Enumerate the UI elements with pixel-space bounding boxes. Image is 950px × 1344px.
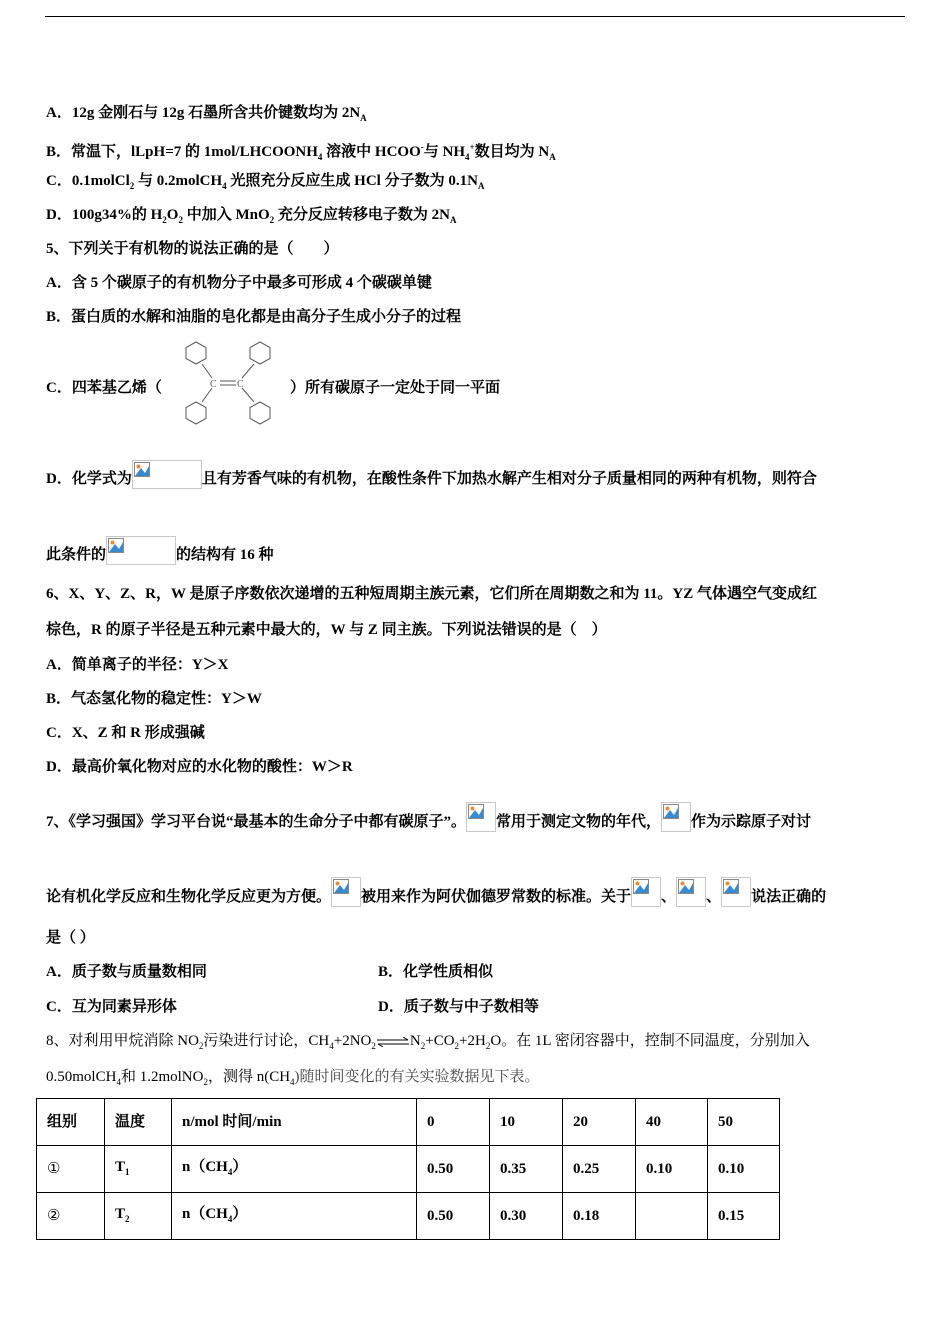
image-icon	[723, 879, 739, 894]
table-cell-value: 0.30	[490, 1193, 563, 1240]
table-cell-value: 0.10	[636, 1146, 708, 1193]
q5-option-d-line1: D．化学式为 且有芳香气味的有机物，在酸性条件下加热水解产生相对分子质量相同的两种有机物，则符合	[46, 460, 817, 489]
svg-text:C: C	[210, 379, 217, 390]
table-cell-value: 0.35	[490, 1146, 563, 1193]
image-icon	[468, 804, 484, 819]
q7-option-b: B．化学性质相似	[378, 964, 494, 980]
q5-option-a: A．含 5 个碳原子的有机物分子中最多可形成 4 个碳碳单键	[46, 275, 432, 291]
image-icon	[108, 538, 124, 553]
q6-option-a: A．简单离子的半径：Y＞X	[46, 657, 229, 673]
table-cell-value: 0.50	[417, 1193, 490, 1240]
isotope-image-placeholder	[331, 877, 361, 907]
q6-option-c: C．X、Z 和 R 形成强碱	[46, 725, 205, 741]
table-cell-value: 0.10	[708, 1146, 780, 1193]
isotope-image-placeholder	[676, 877, 706, 907]
image-icon	[678, 879, 694, 894]
experiment-data-table	[36, 1098, 780, 1240]
isotope-image-placeholder	[631, 877, 661, 907]
tetraphenylethylene-structure	[174, 338, 286, 428]
q5-option-c-before: C．四苯基乙烯（	[46, 380, 162, 396]
table-cell-quantity: $n(CH_4)$	[172, 1193, 417, 1240]
table-cell-temperature: $T_2$	[105, 1193, 172, 1240]
table-cell-group: ①	[37, 1146, 105, 1193]
q8-line2: 0.50molCH$_4$和 1.2molNO$_2$，测得 $n(CH_4)$随时间变化的有关实验数据见下表。	[46, 1069, 540, 1087]
table-cell-group: ②	[37, 1193, 105, 1240]
q7-line3: 是（ ）	[46, 930, 95, 946]
q7-line2: 论有机化学反应和生物化学反应更为方便。 被用来作为阿伏伽德罗常数的标准。关于 、 、 说法正确的	[46, 877, 826, 907]
isotope-image-placeholder	[721, 877, 751, 907]
table-header-cell: 40	[636, 1099, 708, 1146]
q6-option-d: D．最高价氧化物对应的水化物的酸性：W＞R	[46, 759, 353, 775]
table-header-cell: 组别	[37, 1099, 105, 1146]
table-cell-value	[636, 1193, 708, 1240]
table-row	[37, 1146, 780, 1193]
q5-option-c-after: ）所有碳原子一定处于同一平面	[290, 380, 501, 396]
table-cell-temperature: $T_1$	[105, 1146, 172, 1193]
q7-line1: 7、《学习强国》学习平台说“最基本的生命分子中都有碳原子”。 常用于测定文物的年代， 作为示踪原子对讨	[46, 802, 811, 832]
table-header-cell: n/mol 时间/min	[172, 1099, 417, 1146]
isotope-image-placeholder	[661, 802, 691, 832]
table-row	[37, 1193, 780, 1240]
table-cell-quantity: $n(CH_4)$	[172, 1146, 417, 1193]
q7-option-d: D．质子数与中子数相等	[378, 999, 539, 1015]
isotope-image-placeholder	[466, 802, 496, 832]
image-icon	[663, 804, 679, 819]
top-rule	[45, 16, 905, 17]
table-cell-value: 0.18	[563, 1193, 636, 1240]
q6-option-b: B．气态氢化物的稳定性：Y＞W	[46, 691, 262, 707]
q8-line1: 8、对利用甲烷消除 $NO_2$污染进行讨论，$CH_4+2NO_2$ $N_2+CO_2+2H_2O$。在 1L 密闭容器中，控制不同温度，分别加入	[46, 1033, 810, 1051]
q7-option-c: C．互为同素异形体	[46, 999, 177, 1015]
table-header-cell: 20	[563, 1099, 636, 1146]
table-cell-value: 0.25	[563, 1146, 636, 1193]
q6-stem-line2: 棕色，R 的原子半径是五种元素中最大的，W 与 Z 同主族。下列说法错误的是（ ）	[46, 622, 607, 638]
image-icon	[134, 462, 150, 477]
q5-stem: 5、下列关于有机物的说法正确的是（ ）	[46, 241, 339, 257]
svg-text:C: C	[237, 379, 244, 390]
table-header-cell: 50	[708, 1099, 780, 1146]
table-cell-value: 0.15	[708, 1193, 780, 1240]
q6-stem-line1: 6、X、Y、Z、R，W 是原子序数依次递增的五种短周期主族元素，它们所在周期数之和为 11。YZ 气体遇空气变成红	[46, 586, 817, 602]
q5-option-b: B．蛋白质的水解和油脂的皂化都是由高分子生成小分子的过程	[46, 309, 462, 325]
q4-option-b: B．常温下，lLpH=7 的 $1mol/LHCOONH_4$ 溶液中 HCOO-与 $NH_4^+$数目均为 $N_A$	[46, 142, 556, 162]
table-cell-value: 0.50	[417, 1146, 490, 1193]
formula-image-placeholder	[132, 460, 202, 489]
q4-option-a: A．12g 金刚石与 12g 石墨所含共价键数均为 $2N_A$	[46, 105, 367, 123]
image-icon	[333, 879, 349, 894]
q5-option-d-line2: 此条件的 的结构有 16 种	[46, 536, 274, 565]
equilibrium-arrow-icon	[376, 1037, 410, 1047]
formula-image-placeholder	[106, 536, 176, 565]
table-header-cell: 10	[490, 1099, 563, 1146]
q7-option-a: A．质子数与质量数相同	[46, 964, 207, 980]
table-header-row	[37, 1099, 780, 1146]
q4-option-c: C．0.1molCl$_2$ 与 0.2molCH$_4$ 光照充分反应生成 HCl 分子数为 $0.1N_A$	[46, 173, 485, 191]
q4-option-d: D．100g34%的 $H_2O_2$ 中加入 MnO$_2$ 充分反应转移电子数为 $2N_A$	[46, 207, 457, 225]
table-header-cell: 0	[417, 1099, 490, 1146]
image-icon	[633, 879, 649, 894]
table-header-cell: 温度	[105, 1099, 172, 1146]
